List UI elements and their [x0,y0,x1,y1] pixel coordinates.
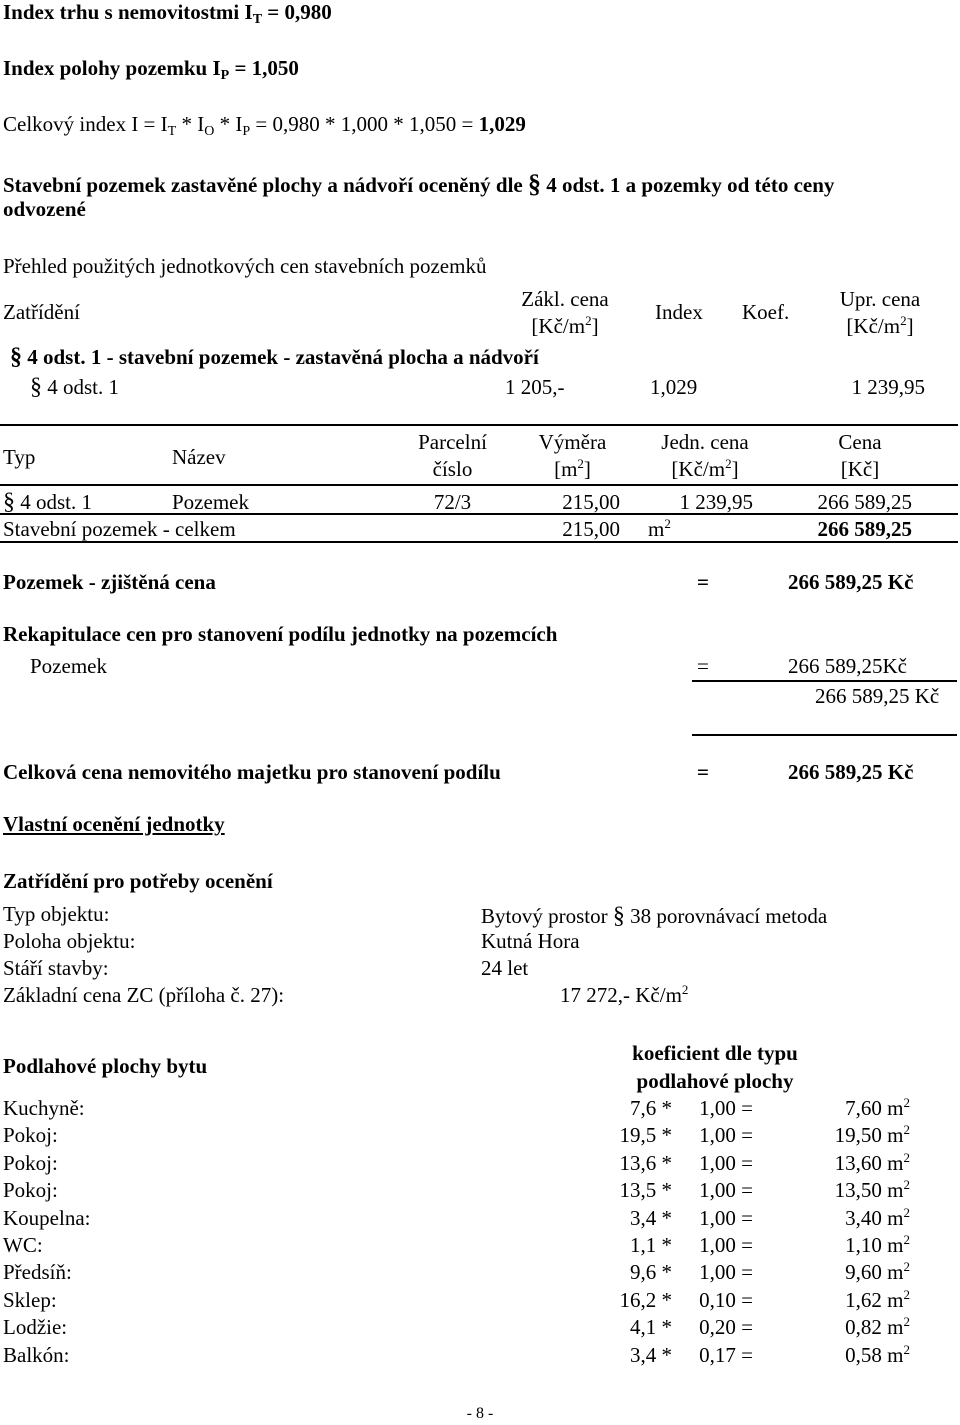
col-unit-price-2 [640,456,770,481]
floor-row-result [760,1342,910,1367]
land-heading-text-2: 4 odst. 1 a pozemky od této ceny [541,173,835,197]
land-price-eq: = [697,570,709,594]
col-base-price-sup: 2 [585,313,592,328]
col-base-price-unit: [Kč/m [531,314,586,338]
recap-title: Rekapitulace cen pro stanovení podílu jednotky na pozemcích [3,622,558,646]
table-bottom-rule [0,541,958,543]
section-symbol: § [528,169,541,198]
type-value-text: Bytový prostor [481,904,608,928]
floor-row-area: 13,5 * [619,1178,672,1202]
floor-row-area: 16,2 * [619,1288,672,1312]
floor-row-result-value: 13,50 m [834,1178,904,1202]
total-index-sub-p: P [242,124,251,139]
floor-row-result-sup: 2 [903,1314,910,1329]
col-type: Typ [3,445,36,469]
parcel-row-type [3,490,92,514]
total-index-part1: * I [176,112,205,136]
overview-title: Přehled použitých jednotkových cen stavebních pozemků [3,254,487,278]
position-index [3,56,299,83]
type-method: 38 porovnávací metoda [630,904,828,928]
position-index-value: = 1,050 [229,56,299,80]
floor-row-result-sup: 2 [903,1177,910,1192]
floor-row-result-value: 19,50 m [834,1123,904,1147]
recap-item: Pozemek [30,654,107,678]
floor-row-result-sup: 2 [903,1205,910,1220]
floor-row-result [760,1095,910,1120]
floor-row-name: Koupelna: [3,1206,91,1230]
col-parcel-1: Parcelní [418,430,487,454]
col-coef: Koef. [742,300,790,324]
col-unit-price-bracket: ] [731,457,739,481]
total-index-value: 1,029 [478,112,526,136]
floor-row-name: Kuchyně: [3,1096,85,1120]
floor-row-area: 9,6 * [630,1260,672,1284]
col-adj-price-2 [815,313,945,338]
floor-row-coef: 0,10 = [699,1288,753,1312]
recap-rule [692,680,957,682]
parcel-row-name: Pozemek [172,490,249,514]
price-row-base: 1 205,- [505,375,565,399]
parcel-total-area: 215,00 [562,517,620,541]
col-area-bracket: ] [583,457,591,481]
position-index-sub: P [220,68,230,83]
floor-row-area: 13,6 * [619,1151,672,1175]
col-base-price-bracket: ] [591,314,599,338]
market-index-label: Index trhu s nemovitostmi I [3,0,253,24]
floor-row-result-sup: 2 [903,1287,910,1302]
col-adj-price-1: Upr. cena [839,287,921,311]
market-index-value: = 0,980 [262,0,332,24]
col-parcel-2: číslo [432,457,473,481]
floor-row-name: Sklep: [3,1288,57,1312]
price-row-label [30,375,119,399]
type-value [481,904,827,928]
floor-row-coef: 1,00 = [699,1151,753,1175]
floor-row-result-sup: 2 [903,1232,910,1247]
parcel-row-unit-price: 1 239,95 [679,490,753,514]
floor-row-coef: 1,00 = [699,1178,753,1202]
floor-row-area: 7,6 * [630,1096,672,1120]
age-label: Stáří stavby: [3,956,109,980]
col-base-price-1: Zákl. cena [521,287,609,311]
total-index-sub-t: T [167,124,177,139]
floor-row-result [760,1314,910,1339]
total-index-label: Celkový index I = I [3,112,168,136]
col-base-price-2 [505,313,625,338]
class-title: Zatřídění pro potřeby ocenění [3,869,273,893]
total-index [3,112,526,139]
floor-row-coef: 1,00 = [699,1096,753,1120]
parcel-row-parcel: 72/3 [433,490,472,514]
floor-row-name: Pokoj: [3,1178,58,1202]
grand-total-value: 266 589,25 Kč [788,760,914,784]
floor-row-area: 4,1 * [630,1315,672,1339]
grand-total-eq: = [697,760,709,784]
parcel-row-price: 266 589,25 [817,490,912,514]
total-index-part2: * I [214,112,243,136]
floor-row-area: 3,4 * [630,1206,672,1230]
floor-row-result-sup: 2 [903,1095,910,1110]
floor-row-area: 19,5 * [619,1123,672,1147]
floor-row-result-value: 1,62 m [845,1288,904,1312]
parcel-total-unit-sup: 2 [664,516,671,531]
type-label: Typ objektu: [3,902,110,926]
col-index: Index [655,300,703,324]
floor-row-result-sup: 2 [903,1150,910,1165]
col-unit-price-1: Jedn. cena [661,430,749,454]
col-area-sup: 2 [577,456,584,471]
recap-value: 266 589,25Kč [788,654,907,678]
recap-total-rule [692,734,957,736]
floor-row-result-value: 3,40 m [845,1206,904,1230]
floor-row-result-value: 1,10 m [845,1233,904,1257]
table-top-rule [0,424,958,426]
group-label: 4 odst. 1 - stavební pozemek - zastavěná plocha a nádvoří [27,345,539,369]
col-price-2: [Kč] [840,457,880,481]
market-index [3,0,332,27]
parcel-row-type-text: 4 odst. 1 [20,490,93,514]
floor-row-name: Pokoj: [3,1151,58,1175]
grand-total-label: Celková cena nemovitého majetku pro stanovení podílu [3,760,501,784]
floor-row-coef: 1,00 = [699,1233,753,1257]
position-index-label: Index polohy pozemku I [3,56,221,80]
floor-row-name: Předsíň: [3,1260,72,1284]
market-index-sub: T [252,12,263,27]
section-symbol: § [10,344,22,370]
price-row-label-text: 4 odst. 1 [47,375,120,399]
col-area-1: Výměra [538,430,607,454]
parcel-row-area: 215,00 [562,490,620,514]
floor-row-result-value: 0,58 m [845,1343,904,1367]
total-index-sub-o: O [204,124,215,139]
base-price-value-text: 17 272,- Kč/m [560,983,682,1007]
floor-title: Podlahové plochy bytu [3,1054,208,1078]
floor-row-result-value: 0,82 m [845,1315,904,1339]
group-row [10,345,539,369]
floor-row-name: WC: [3,1233,43,1257]
floor-row-result-value: 13,60 m [834,1151,904,1175]
col-adj-price-bracket: ] [906,314,914,338]
age-value: 24 let [481,956,529,980]
land-heading-line2: odvozené [3,197,86,221]
floor-row-coef: 0,20 = [699,1315,753,1339]
base-price-value [560,982,689,1007]
section-symbol: § [612,903,625,929]
floor-row-result-value: 9,60 m [845,1260,904,1284]
floor-row-result [760,1259,910,1284]
section-symbol: § [30,374,42,400]
col-unit-price-unit: [Kč/m [671,457,726,481]
location-value: Kutná Hora [481,929,580,953]
floor-row-area: 1,1 * [630,1233,672,1257]
parcel-total-unit-text: m [648,517,665,541]
total-index-part3: = 0,980 * 1,000 * 1,050 = [250,112,479,136]
parcel-total-label: Stavební pozemek - celkem [3,517,236,541]
row-rule [0,513,958,515]
parcel-total-unit [648,516,671,541]
floor-row-name: Lodžie: [3,1315,68,1339]
table-header-rule [0,484,958,486]
col-adj-price-unit: [Kč/m [846,314,901,338]
section-symbol: § [3,489,15,515]
col-adj-price-sup: 2 [900,313,907,328]
unit-title: Vlastní ocenění jednotky [3,812,225,836]
recap-total: 266 589,25 Kč [815,684,940,708]
floor-row-name: Balkón: [3,1343,70,1367]
land-price-value: 266 589,25 Kč [788,570,914,594]
floor-row-result-sup: 2 [903,1259,910,1274]
coef-title-2: podlahové plochy [636,1069,794,1093]
price-row-adj: 1 239,95 [851,375,925,399]
floor-row-result [760,1232,910,1257]
floor-row-result [760,1287,910,1312]
col-area-unit: [m [554,457,578,481]
base-price-sup: 2 [681,982,689,997]
floor-row-coef: 1,00 = [699,1123,753,1147]
floor-row-result-sup: 2 [903,1342,910,1357]
floor-row-name: Pokoj: [3,1123,58,1147]
location-label: Poloha objektu: [3,929,136,953]
floor-row-result [760,1177,910,1202]
col-price-1: Cena [838,430,882,454]
col-class: Zatřídění [3,300,80,324]
land-price-label: Pozemek - zjištěná cena [3,570,216,594]
recap-eq: = [697,654,709,678]
coef-title-1: koeficient dle typu [632,1041,798,1065]
floor-row-result-sup: 2 [903,1122,910,1137]
floor-row-area: 3,4 * [630,1343,672,1367]
price-row-index: 1,029 [650,375,698,399]
parcel-total-price: 266 589,25 [817,517,912,541]
land-heading [3,171,834,197]
col-name: Název [172,445,226,469]
floor-row-coef: 1,00 = [699,1206,753,1230]
land-heading-text: Stavební pozemek zastavěné plochy a nádvoří oceněný dle [3,173,528,197]
col-unit-price-sup: 2 [725,456,732,471]
floor-row-result [760,1205,910,1230]
floor-row-result-value: 7,60 m [845,1096,904,1120]
floor-row-result [760,1150,910,1175]
floor-row-result [760,1122,910,1147]
floor-row-coef: 1,00 = [699,1260,753,1284]
base-price-label: Základní cena ZC (příloha č. 27): [3,983,285,1007]
floor-row-coef: 0,17 = [699,1343,753,1367]
page-number: - 8 - [466,1405,494,1422]
col-area-2 [520,456,625,481]
